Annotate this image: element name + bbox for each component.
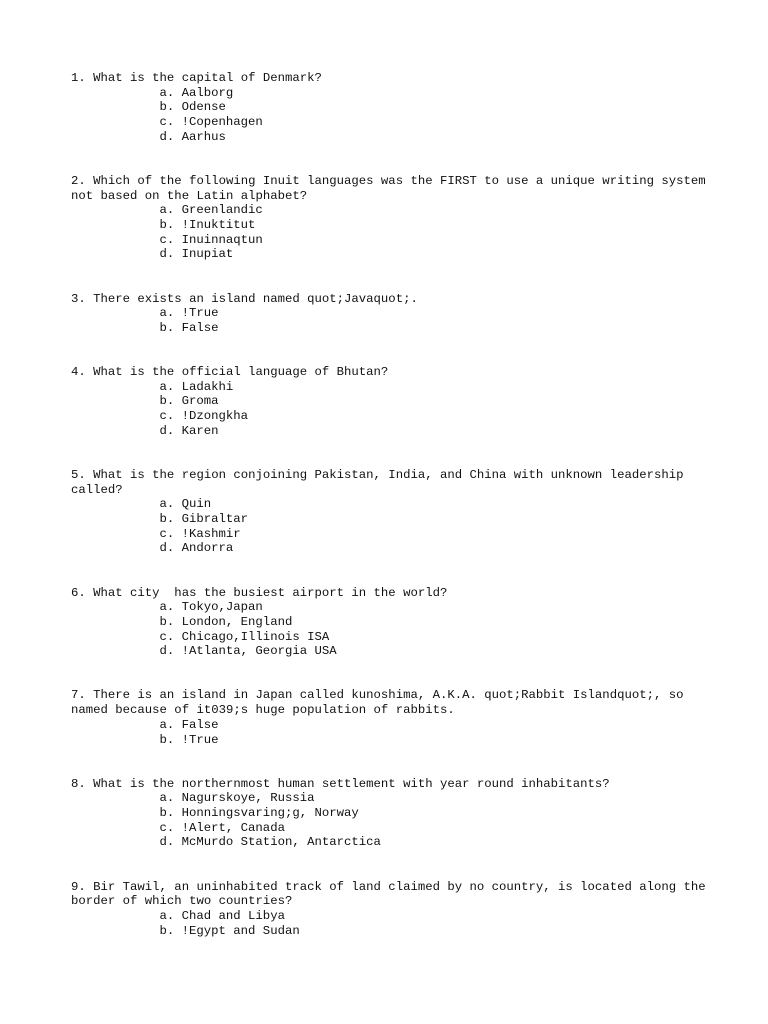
answer-option: a. Aalborg xyxy=(159,85,234,100)
answer-option: d. Aarhus xyxy=(159,129,226,144)
answer-option: a. !True xyxy=(159,306,219,321)
question-2 xyxy=(71,173,714,262)
answer-option: d. Inupiat xyxy=(159,247,234,262)
answer-option: a. Greenlandic xyxy=(159,203,263,218)
question-text: 4. What is the official language of Bhutan? xyxy=(71,365,389,380)
answer-option: b. Odense xyxy=(159,100,226,115)
answer-option: c. !Copenhagen xyxy=(159,115,263,130)
question-text: 5. What is the region conjoining Pakistan, India, and China with unknown leadership called? xyxy=(71,467,691,497)
answer-option: a. Chad and Libya xyxy=(159,908,285,923)
question-text: 2. Which of the following Inuit languages was the FIRST to use a unique writing system not based on the Latin alphabet? xyxy=(71,173,714,203)
question-1 xyxy=(71,71,711,145)
question-4 xyxy=(71,365,711,439)
answer-option: a. Nagurskoye, Russia xyxy=(159,791,315,806)
question-9 xyxy=(71,879,714,939)
answer-option: d. Andorra xyxy=(159,541,234,556)
answer-option: d. McMurdo Station, Antarctica xyxy=(159,835,381,850)
question-8 xyxy=(71,777,711,851)
answer-option: c. !Kashmir xyxy=(159,526,241,541)
answer-option: c. Inuinnaqtun xyxy=(159,232,263,247)
answer-option: b. Honningsvaring;g, Norway xyxy=(159,806,359,821)
answer-option: a. Quin xyxy=(159,497,212,512)
answer-option: c. !Alert, Canada xyxy=(159,820,285,835)
answer-option: b. Gibraltar xyxy=(159,512,249,527)
answer-option: b. !Inuktitut xyxy=(159,218,256,233)
answer-option: c. Chicago,Illinois ISA xyxy=(159,629,330,644)
question-text: 9. Bir Tawil, an uninhabited track of land claimed by no country, is located along the border of which two countries? xyxy=(71,879,714,909)
answer-option: a. Ladakhi xyxy=(159,379,234,394)
question-6 xyxy=(71,586,711,660)
answer-option: c. !Dzongkha xyxy=(159,409,249,424)
answer-option: a. False xyxy=(159,717,219,732)
question-text: 1. What is the capital of Denmark? xyxy=(71,71,322,85)
answer-option: b. !True xyxy=(159,732,219,747)
question-3 xyxy=(71,292,711,336)
question-7 xyxy=(71,688,711,747)
question-text: 6. What city has the busiest airport in the world? xyxy=(71,585,448,600)
question-text: 7. There is an island in Japan called kunoshima, A.K.A. quot;Rabbit Islandquot;, so named because of it039;s huge population of rabbits. xyxy=(71,688,691,718)
question-5 xyxy=(71,468,711,556)
answer-option: b. London, England xyxy=(159,614,293,629)
question-text: 8. What is the northernmost human settlement with year round inhabitants? xyxy=(71,776,610,791)
answer-option: d. Karen xyxy=(159,423,219,438)
answer-option: b. Groma xyxy=(159,394,219,409)
question-text: 3. There exists an island named quot;Javaquot;. xyxy=(71,291,418,306)
answer-option: b. !Egypt and Sudan xyxy=(159,923,300,938)
answer-option: d. !Atlanta, Georgia USA xyxy=(159,644,337,659)
answer-option: b. False xyxy=(159,320,219,335)
answer-option: a. Tokyo,Japan xyxy=(159,600,263,615)
quiz-document xyxy=(71,71,714,968)
